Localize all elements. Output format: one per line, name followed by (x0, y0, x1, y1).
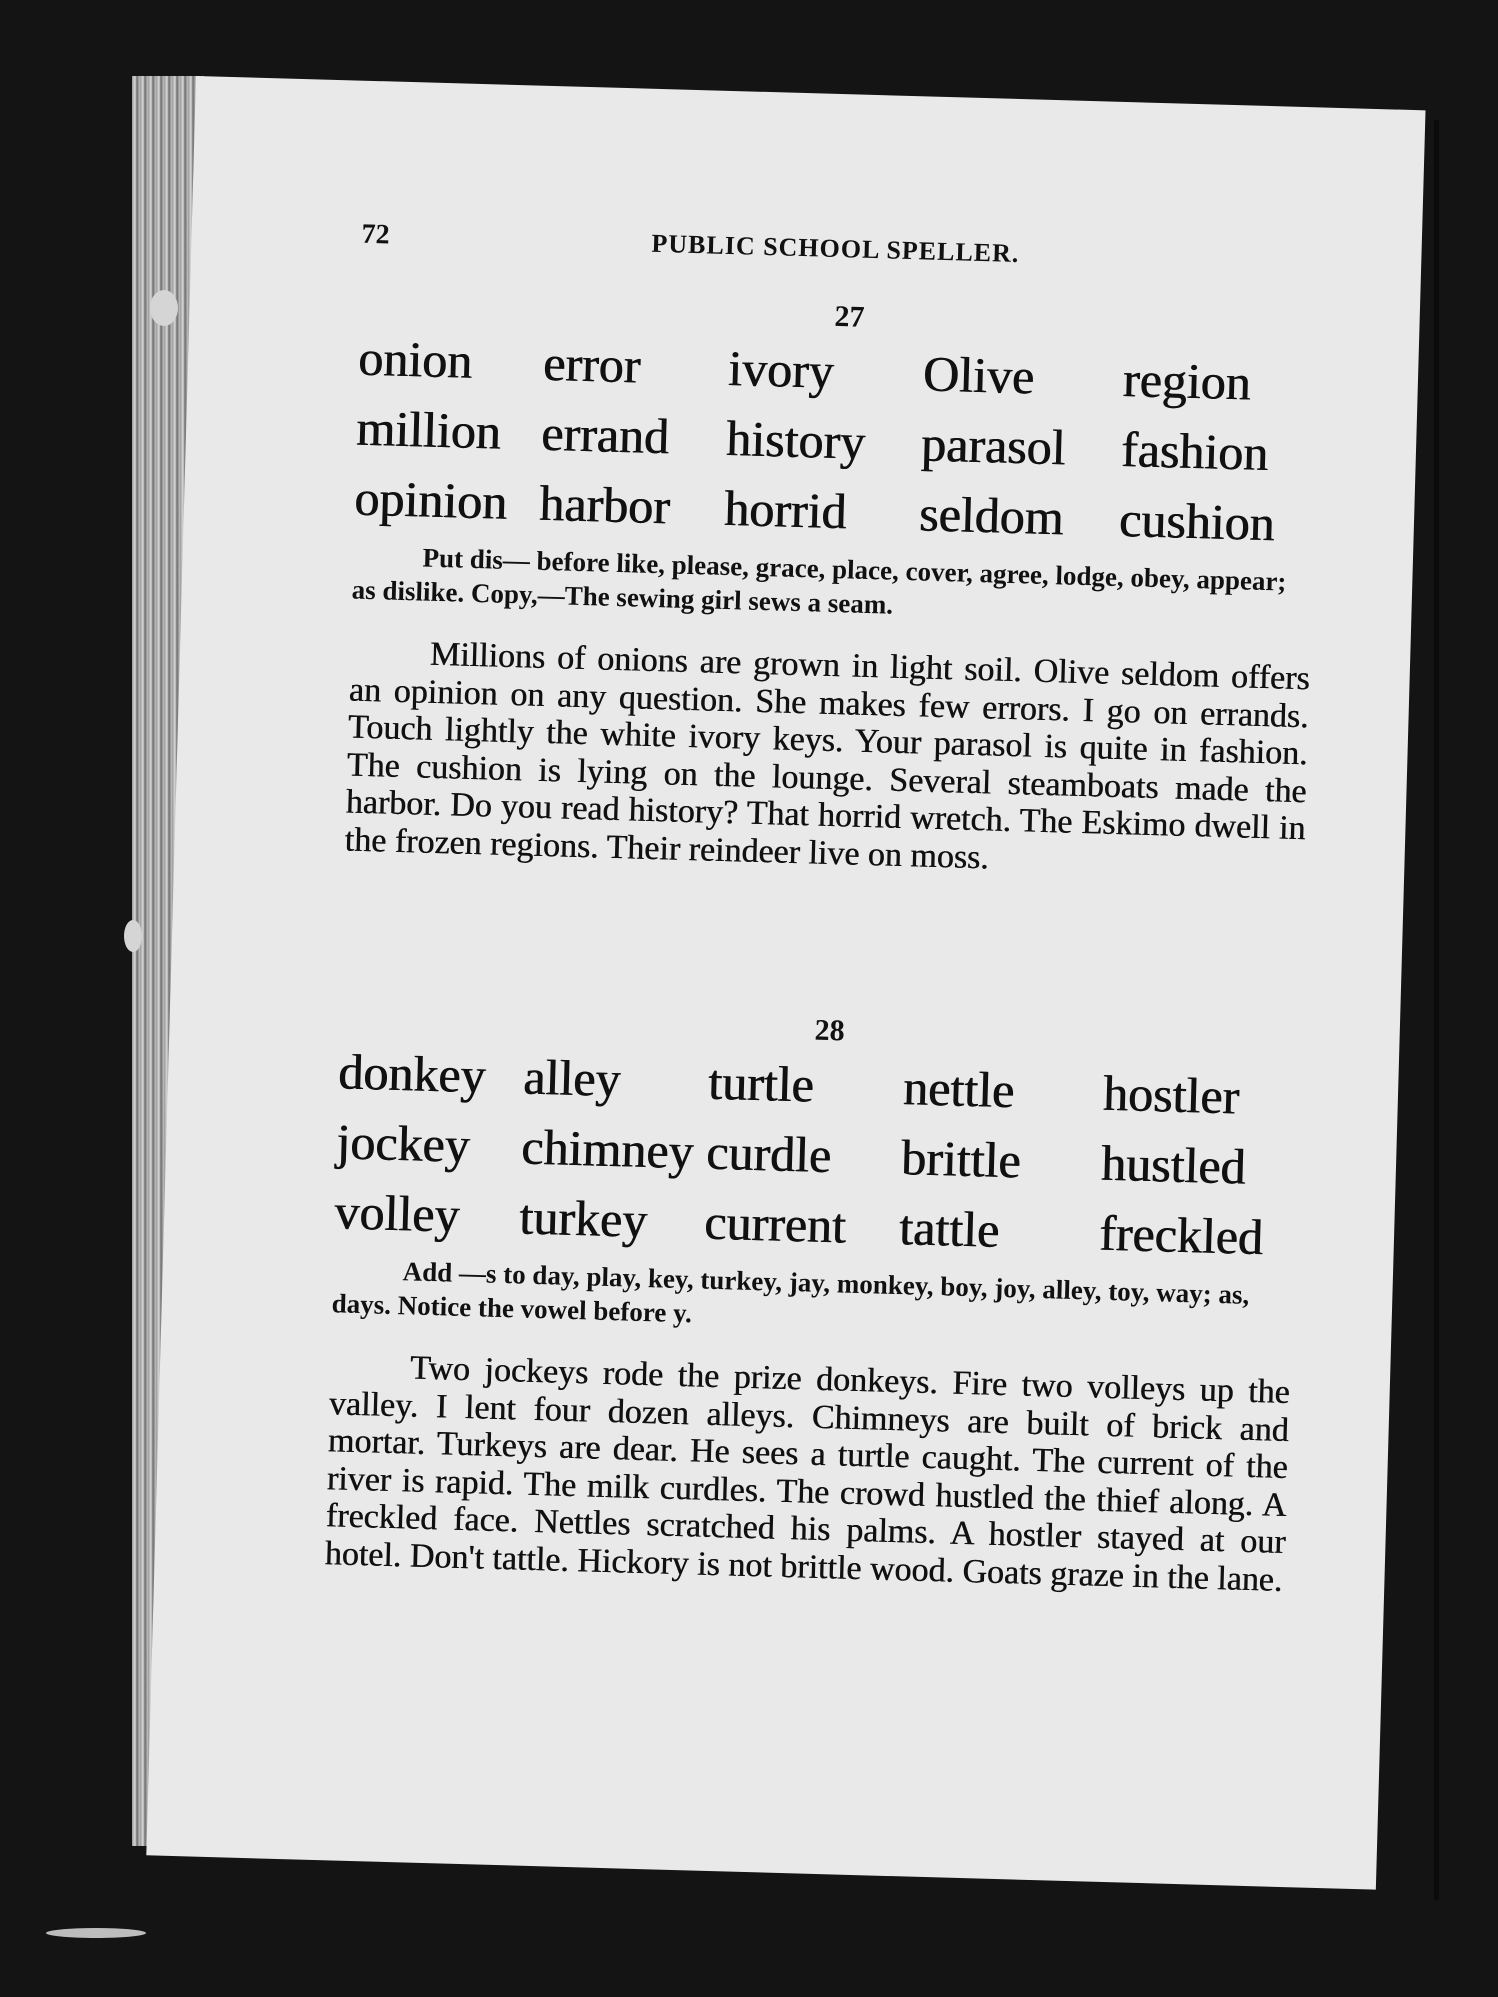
edge-speck (124, 920, 142, 952)
spelling-word: ivory (727, 339, 835, 399)
spelling-word: fashion (1120, 420, 1269, 482)
spelling-word: region (1122, 351, 1252, 411)
spelling-word: opinion (353, 469, 508, 530)
spelling-word: brittle (900, 1129, 1022, 1189)
edge-speck (150, 290, 178, 326)
spelling-word: nettle (902, 1059, 1015, 1119)
spelling-word: current (703, 1193, 847, 1254)
running-head: PUBLIC SCHOOL SPELLER. (651, 228, 1020, 269)
spelling-word: seldom (918, 485, 1065, 546)
book-spine (1434, 120, 1439, 1900)
spelling-word: volley (333, 1183, 461, 1243)
dictation-paragraph: Millions of onions are grown in light soil. Olive seldom offers an opinion on any question. She makes few errors. I go on errands. Touch lightly the white ivory keys. Your parasol is quite in fashion. The cushion is lying on the lounge. Several steamboats made the harbor. Do you read history? That horrid wretch. The Eskimo dwell in the frozen regions. Their reindeer live on moss. (344, 635, 1311, 877)
spelling-word: freckled (1098, 1204, 1264, 1266)
spelling-word: turtle (707, 1053, 815, 1113)
spelling-word: million (355, 399, 502, 460)
lesson-28 (323, 1000, 1300, 1633)
lesson-number: 28 (814, 1013, 846, 1048)
spelling-word: history (725, 409, 866, 470)
lesson-27 (343, 287, 1320, 920)
spelling-word: horrid (723, 479, 848, 540)
book-page (146, 76, 1425, 1890)
spelling-word: harbor (538, 474, 671, 535)
spelling-word: chimney (520, 1118, 695, 1180)
spelling-word: hustled (1100, 1134, 1247, 1195)
page-header (361, 219, 1262, 284)
spelling-word: hostler (1102, 1064, 1240, 1125)
spelling-word: Olive (922, 345, 1035, 405)
spelling-word-grid (333, 1040, 1298, 1269)
spelling-word: tattle (898, 1199, 1000, 1258)
spelling-word-grid (353, 327, 1318, 556)
spelling-word: errand (540, 404, 670, 465)
lesson-instruction: Add —s to day, play, key, turkey, jay, monkey, boy, joy, alley, toy, way; as, days. Notice the vowel before y. (331, 1256, 1250, 1329)
spelling-word: jockey (335, 1113, 471, 1174)
spelling-word: alley (522, 1048, 622, 1108)
page-number: 72 (361, 218, 391, 251)
lesson-instruction: Put dis— before like, please, grace, place, cover, agree, lodge, obey, appear; as dislike. Copy,—The sewing girl sews a seam. (351, 542, 1287, 620)
spelling-word: cushion (1118, 490, 1276, 552)
dictation-paragraph: Two jockeys rode the prize donkeys. Fire two volleys up the valley. I lent four dozen alleys. Chimneys are built of brick and mortar. Turkeys are dear. He sees a turtle caught. The current of the river is rapid. The milk curdles. The crowd hustled the thief along. A freckled face. Nettles scratched his palms. A hostler stayed at our hotel. Don't tattle. Hickory is not brittle wood. Goats graze in the lane. (324, 1349, 1291, 1599)
spelling-word: error (542, 334, 642, 394)
spelling-word: parasol (920, 415, 1067, 476)
spelling-word: donkey (337, 1043, 487, 1104)
spelling-word: curdle (705, 1123, 832, 1184)
lesson-number: 27 (834, 299, 865, 334)
spelling-word: onion (357, 329, 473, 389)
spelling-word: turkey (518, 1188, 648, 1249)
edge-speck (46, 1928, 146, 1938)
